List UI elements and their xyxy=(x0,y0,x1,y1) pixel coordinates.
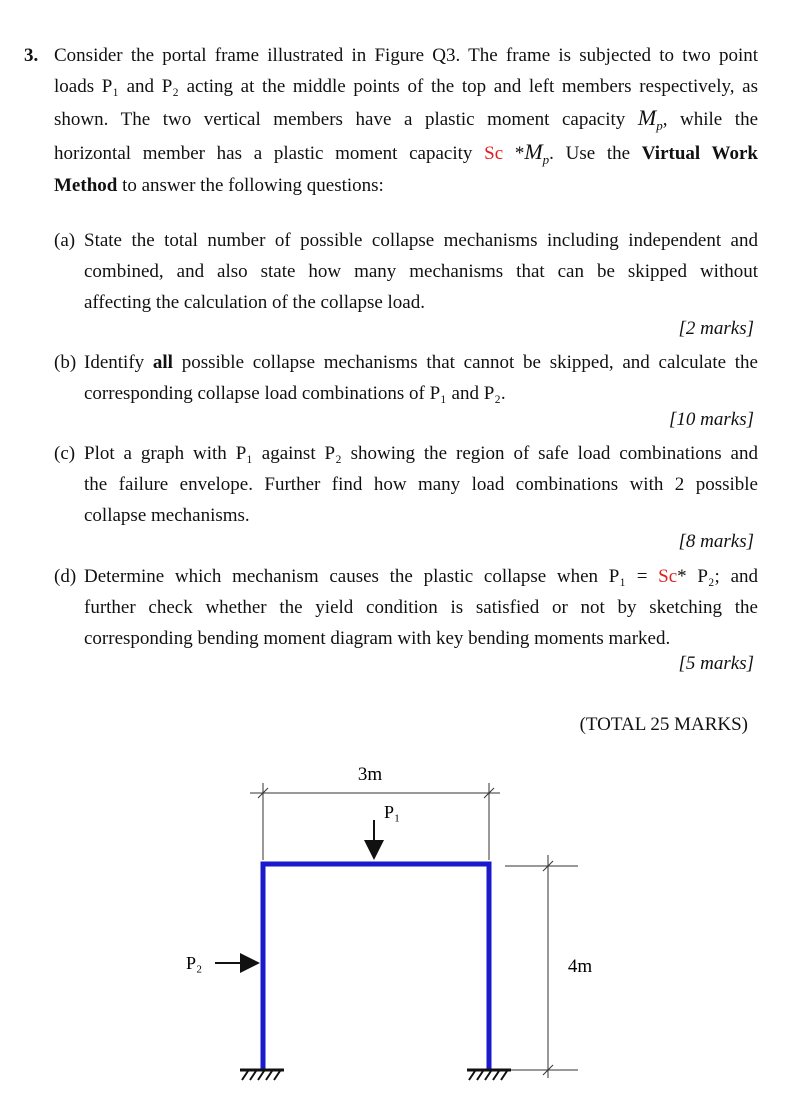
intro-line-3: shown. The two vertical members have a plastic moment capacity $M_p$, while the xyxy=(54,105,759,133)
part-d: (d) Determine which mechanism causes the plastic collapse when P₁ = Sc* P₂; and further check whether the yield condition is satisfied or not by sketching the corresponding bending moment diagram with key bending moments marked. xyxy=(54,561,758,654)
part-a-marks: [2 marks] xyxy=(678,318,754,339)
part-c-marks: [8 marks] xyxy=(678,531,754,552)
p1-label: P₁ xyxy=(384,802,401,822)
left-fixed-support xyxy=(240,1070,284,1080)
part-c-label: (c) xyxy=(54,443,76,464)
frame xyxy=(263,864,489,1068)
intro-line-2: loads P₁ and P₂ acting at the middle points of the top and left members respectively, as xyxy=(54,76,758,97)
sc-variable: Sc xyxy=(484,143,504,164)
intro-line-4: horizontal member has a plastic moment capacity Sc $*M_p$. Use the Virtual Work xyxy=(54,139,758,167)
part-a-label: (a) xyxy=(54,230,76,251)
part-b: (b) Identify all possible collapse mechanisms that cannot be skipped, and calculate the corresponding collapse load combinations of P₁ and P₂. xyxy=(54,347,758,409)
p2-label: P₂ xyxy=(186,953,203,973)
mp-symbol: $M_p$ xyxy=(637,105,663,133)
part-b-marks: [10 marks] xyxy=(669,409,754,430)
intro-line-5: Method to answer the following questions: xyxy=(54,175,384,196)
part-d-label: (d) xyxy=(54,566,77,587)
part-d-marks: [5 marks] xyxy=(678,653,754,674)
height-label: 4m xyxy=(567,956,593,977)
total-marks: (TOTAL 25 MARKS) xyxy=(579,714,748,735)
span-label: 3m xyxy=(357,764,383,785)
sc-variable-d: Sc xyxy=(658,566,678,587)
question-intro xyxy=(54,40,758,201)
intro-line-1: Consider the portal frame illustrated in Figure Q3. The frame is subjected to two point xyxy=(54,45,758,66)
part-b-label: (b) xyxy=(54,352,77,373)
portal-frame-figure xyxy=(0,740,802,1100)
part-a: (a) State the total number of possible collapse mechanisms including independent and combined, and also state how many mechanisms that can be skipped without affecting the calculation of the collapse load. xyxy=(54,225,758,318)
question-number: 3. xyxy=(24,45,39,66)
part-c: (c) Plot a graph with P₁ against P₂ showing the region of safe load combinations and the failure envelope. Further find how many load combinations with 2 possible collapse mechanisms. xyxy=(54,438,758,531)
right-fixed-support xyxy=(467,1070,511,1080)
